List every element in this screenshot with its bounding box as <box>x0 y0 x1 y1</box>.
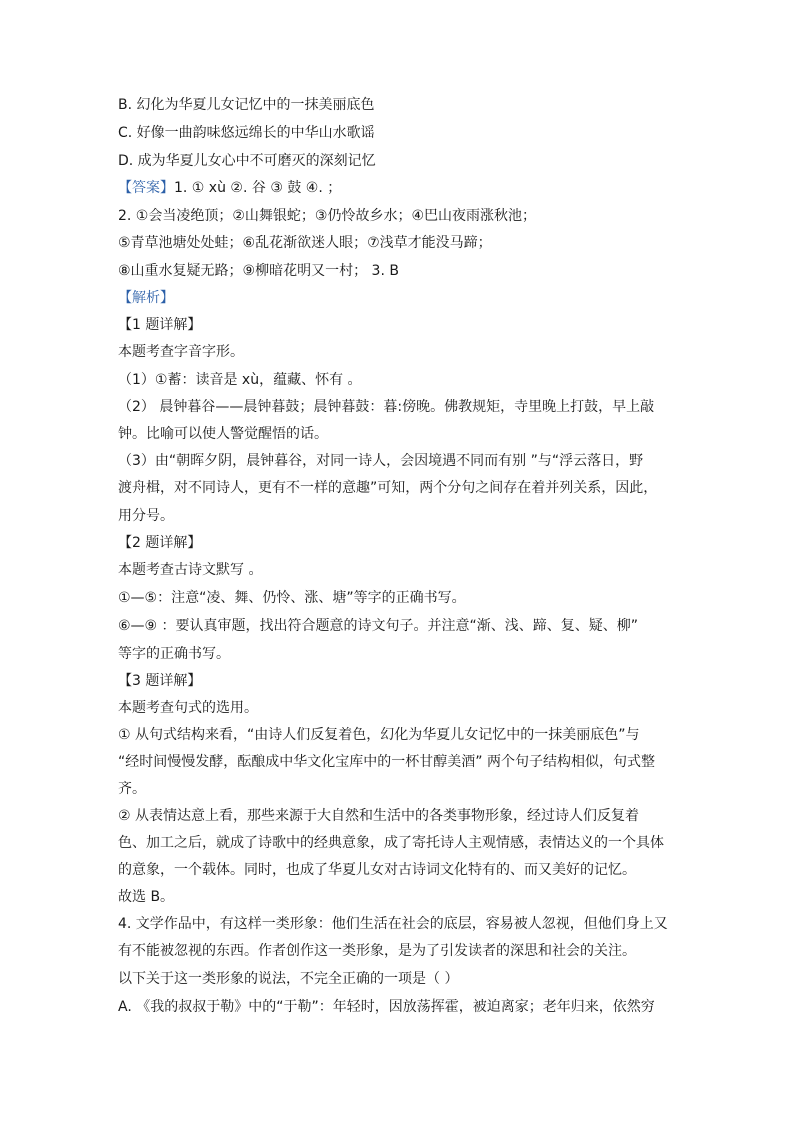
q3-para-1-line-1: ① 从句式结构来看，“由诗人们反复着色，幻化为华夏儿女记忆中的一抹美丽底色”与 <box>118 727 640 743</box>
q3-intro: 本题考查句式的选用。 <box>118 700 258 716</box>
q3-para-2-line-3: 的意象，一个载体。同时，也成了华夏儿女对古诗词文化特有的、而又美好的记忆。 <box>118 862 636 878</box>
answer-line <box>118 179 341 197</box>
q2-heading: 【2 题详解】 <box>118 535 202 551</box>
q2-para-2-line-2: 等字的正确书写。 <box>118 646 230 662</box>
q1-para-3-line-3: 用分号。 <box>118 508 174 524</box>
q1-intro: 本题考查字音字形。 <box>118 344 244 360</box>
q1-para-2-line-1: （2） 晨钟暮谷——晨钟暮鼓；晨钟暮鼓：暮:傍晚。佛教规矩，寺里晚上打鼓，早上敲 <box>118 399 655 415</box>
q2-para-2-line-1: ⑥—⑨ ：要认真审题，找出符合题意的诗文句子。并注意“渐、浅、蹄、复、疑、柳” <box>118 618 639 634</box>
q3-conclusion: 故选 B。 <box>118 889 175 905</box>
answer-heading: 【答案】 <box>118 180 174 196</box>
analysis-heading: 【解析】 <box>118 290 174 306</box>
q1-para-2-line-2: 钟。比喻可以使人警觉醒悟的话。 <box>118 426 328 442</box>
q4-option-a: A. 《我的叔叔于勒》中的“于勒”：年轻时，因放荡挥霍，被迫离家；老年归来，依然穷 <box>118 999 655 1015</box>
q4-stem-line-2: 有不能被忽视的东西。作者创作这一类形象，是为了引发读者的深思和社会的关注。 <box>118 943 636 959</box>
option-d: D. 成为华夏儿女心中不可磨灭的深刻记忆 <box>118 153 376 169</box>
q3-para-1-line-3: 齐。 <box>118 781 146 797</box>
q1-para-3-line-2: 渡舟楫，对不同诗人，更有不一样的意趣”可知，两个分句之间存在着并列关系，因此， <box>118 480 658 496</box>
q3-para-2-line-1: ② 从表情达意上看，那些来源于大自然和生活中的各类事物形象，经过诗人们反复着 <box>118 808 639 824</box>
answer-q1-values: 1. ① xù ②. 谷 ③ 鼓 ④. ； <box>174 180 342 196</box>
option-c: C. 好像一曲韵味悠远绵长的中华山水歌谣 <box>118 125 375 141</box>
q4-stem-line-1: 4. 文学作品中，有这样一类形象：他们生活在社会的底层，容易被人忽视，但他们身上又 <box>118 916 668 932</box>
q1-para-3-line-1: （3）由“朝晖夕阴，晨钟暮谷，对同一诗人，会因境遇不同而有别 ”与“浮云落日，野 <box>118 453 644 469</box>
answer-q2-line-2: ⑤青草池塘处处蛙；⑥乱花渐欲迷人眼；⑦浅草才能没马蹄； <box>118 235 492 251</box>
q1-heading: 【1 题详解】 <box>118 317 202 333</box>
option-b: B. 幻化为华夏儿女记忆中的一抹美丽底色 <box>118 97 375 113</box>
answer-q2-line-3: ⑧山重水复疑无路；⑨柳暗花明又一村； 3. B <box>118 263 399 279</box>
q3-heading: 【3 题详解】 <box>118 673 202 689</box>
q3-para-2-line-2: 色、加工之后，就成了诗歌中的经典意象，成了寄托诗人主观情感，表情达义的一个具体 <box>118 835 664 851</box>
answer-q2-line-1: 2. ①会当凌绝顶；②山舞银蛇；③仍怜故乡水；④巴山夜雨涨秋池； <box>118 208 537 224</box>
q2-intro: 本题考查古诗文默写 。 <box>118 562 263 578</box>
q3-para-1-line-2: “经时间慢慢发酵，酝酿成中华文化宝库中的一杯甘醇美酒” 两个句子结构相似，句式整 <box>118 754 655 770</box>
q2-para-1: ①—⑤：注意“凌、舞、仍怜、涨、塘”等字的正确书写。 <box>118 590 466 606</box>
q4-prompt: 以下关于这一类形象的说法，不完全正确的一项是（ ） <box>118 971 459 987</box>
q1-para-1: （1）①蓄：读音是 xù，蕴藏、怀有 。 <box>118 372 362 388</box>
